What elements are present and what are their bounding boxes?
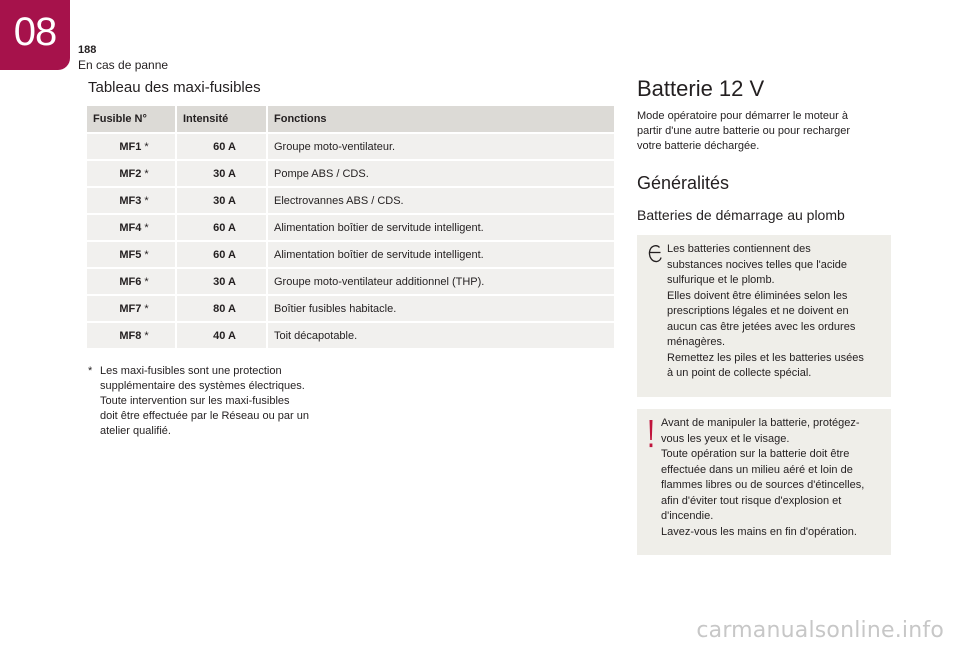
warning-line: Lavez-vous les mains en fin d'opération. <box>661 525 857 538</box>
warning-line: Toute opération sur la batterie doit être <box>661 448 850 460</box>
fuse-cell <box>87 321 177 348</box>
eco-line: Les batteries contiennent des <box>667 243 811 255</box>
function-cell: Boîtier fusibles habitacle. <box>268 294 616 321</box>
function-cell: Alimentation boîtier de servitude intelligent. <box>268 213 616 240</box>
fuse-id: MF6 <box>119 275 142 288</box>
warning-line: effectuée dans un milieu aéré et loin de <box>661 463 853 476</box>
fuse-id: MF1 <box>119 140 142 153</box>
header-fuse: Fusible N° <box>87 106 177 132</box>
fuse-cell <box>87 267 177 294</box>
table-row <box>87 159 616 186</box>
header-functions: Fonctions <box>268 106 616 132</box>
footnote-line: doit être effectuée par le Réseau ou par un <box>100 410 309 422</box>
fuse-id: MF7 <box>119 302 142 315</box>
general-heading: Généralités <box>637 173 730 193</box>
fuse-cell <box>87 132 177 159</box>
fuse-cell <box>87 186 177 213</box>
environment-icon <box>647 243 663 265</box>
eco-line: prescriptions légales et ne doivent en <box>667 305 849 317</box>
eco-line: Remettez les piles et les batteries usées <box>667 351 864 364</box>
function-cell: Alimentation boîtier de servitude intelligent. <box>268 240 616 267</box>
fuse-id: MF2 <box>119 167 142 180</box>
warning-line: d'incendie. <box>661 510 714 522</box>
eco-line: aucun cas être jetées avec les ordures <box>667 320 856 333</box>
warning-line: Avant de manipuler la batterie, protégez- <box>661 417 860 429</box>
fuse-mark: * <box>141 221 149 234</box>
fuse-mark: * <box>141 275 149 288</box>
eco-line: Elles doivent être éliminées selon les <box>667 289 848 302</box>
fuse-mark: * <box>141 194 149 207</box>
fuse-table <box>87 106 616 348</box>
function-cell: Electrovannes ABS / CDS. <box>268 186 616 213</box>
battery-intro <box>637 109 887 154</box>
amperage-cell: 40 A <box>177 321 268 348</box>
warning-line: vous les yeux et le visage. <box>661 432 790 445</box>
amperage-cell: 60 A <box>177 240 268 267</box>
table-row <box>87 267 616 294</box>
fuse-table-title: Tableau des maxi-fusibles <box>88 79 261 96</box>
battery-title: Batterie 12 V <box>637 76 765 101</box>
fuse-cell <box>87 213 177 240</box>
function-cell: Groupe moto-ventilateur additionnel (THP). <box>268 267 616 294</box>
function-cell: Pompe ABS / CDS. <box>268 159 616 186</box>
table-row <box>87 132 616 159</box>
fuse-mark: * <box>141 140 149 153</box>
warning-line: flammes libres ou de sources d'étincelles, <box>661 479 865 491</box>
fuse-id: MF5 <box>119 248 142 261</box>
amperage-cell: 30 A <box>177 159 268 186</box>
footnote-text <box>100 364 338 439</box>
warning-box <box>637 409 891 555</box>
fuse-mark: * <box>141 248 149 261</box>
footnote-star: * <box>88 365 93 377</box>
section-title: En cas de panne <box>78 58 169 72</box>
footnote <box>88 364 338 439</box>
fuse-cell <box>87 240 177 267</box>
table-row <box>87 240 616 267</box>
environment-info-box <box>637 235 891 397</box>
table-row <box>87 213 616 240</box>
footnote-line: supplémentaire des systèmes électriques. <box>100 380 305 392</box>
footnote-line: Les maxi-fusibles sont une protection <box>100 365 282 377</box>
amperage-cell: 60 A <box>177 132 268 159</box>
fuse-id: MF3 <box>119 194 142 207</box>
fuse-mark: * <box>141 167 149 180</box>
table-row <box>87 186 616 213</box>
eco-line: à un point de collecte spécial. <box>667 367 812 379</box>
exclamation-icon <box>644 419 658 449</box>
fuse-id: MF8 <box>119 329 142 342</box>
fuse-cell <box>87 294 177 321</box>
amperage-cell: 30 A <box>177 186 268 213</box>
table-header-row <box>87 106 616 132</box>
intro-line: Mode opératoire pour démarrer le moteur à <box>637 110 848 122</box>
function-cell: Groupe moto-ventilateur. <box>268 132 616 159</box>
warning-line: afin d'éviter tout risque d'explosion et <box>661 494 842 507</box>
eco-line: sulfurique et le plomb. <box>667 274 775 286</box>
watermark: carmanualsonline.info <box>696 618 944 643</box>
eco-line: substances nocives telles que l'acide <box>667 258 848 271</box>
intro-line: votre batterie déchargée. <box>637 140 760 152</box>
chapter-tab <box>0 0 70 70</box>
function-cell: Toit décapotable. <box>268 321 616 348</box>
fuse-mark: * <box>141 302 149 315</box>
header-amperage: Intensité <box>177 106 268 132</box>
fuse-cell <box>87 159 177 186</box>
amperage-cell: 80 A <box>177 294 268 321</box>
footnote-line: atelier qualifié. <box>100 425 171 437</box>
footnote-line: Toute intervention sur les maxi-fusibles <box>100 395 290 407</box>
eco-line: ménagères. <box>667 336 726 348</box>
intro-line: partir d'une autre batterie ou pour recharger <box>637 125 851 137</box>
table-row <box>87 321 616 348</box>
chapter-number: 08 <box>13 9 57 54</box>
amperage-cell: 60 A <box>177 213 268 240</box>
fuse-mark: * <box>141 329 149 342</box>
page-number: 188 <box>78 44 97 56</box>
amperage-cell: 30 A <box>177 267 268 294</box>
table-row <box>87 294 616 321</box>
lead-battery-heading: Batteries de démarrage au plomb <box>637 207 845 223</box>
fuse-id: MF4 <box>119 221 142 234</box>
